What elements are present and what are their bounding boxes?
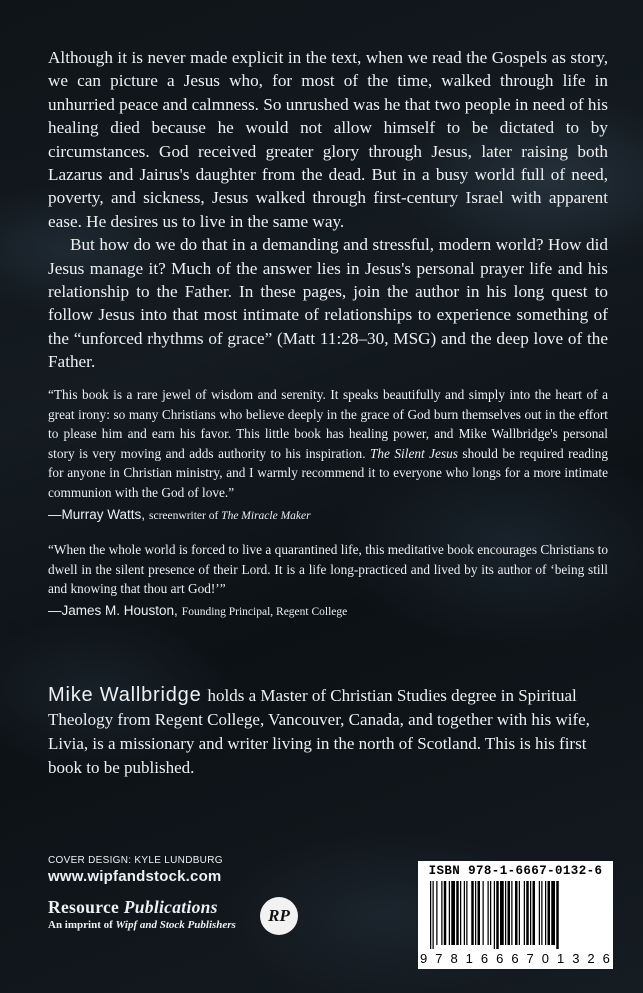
endorser-role: Founding Principal, Regent College [181, 605, 348, 618]
blurb-paragraph-1: Although it is never made explicit in the text, when we read the Gospels as story, we can picture a Jesus who, for most of the time, walked through life in unhurried peace and calmness. So unrushed was he that two people in need of his healing died because he would not allow himself to be dictated to by circumstances. God received greater glory through Jesus, later raising both Lazarus and Jairus's daughter from the dead. But in a busy world full of need, poverty, and sickness, Jesus walked through first-century Israel with apparent ease. He desires us to live in the same way. [48, 48, 608, 231]
barcode-digits [420, 951, 610, 966]
barcode-digit: 1 [556, 951, 565, 966]
publisher-name [48, 897, 236, 918]
barcode-digit: 6 [511, 951, 519, 966]
barcode-digit: 8 [450, 951, 458, 966]
barcode-digit: 0 [541, 951, 549, 966]
blurb-paragraph-2: But how do we do that in a demanding and stressful, modern world? How did Jesus manage it? Much of the answer lies in Jesus's personal prayer life and his relationship to the Father. In these pages, join the author in his long quest to follow Jesus into that most intimate of relationships to experience something of the “unforced rhythms of grace” (Matt 11:28–30, MSG) and the deep love of the Father. [48, 235, 608, 372]
isbn-barcode [418, 861, 613, 969]
publisher-name-regular: Resource [48, 897, 124, 917]
barcode-digit: 1 [465, 951, 473, 966]
barcode-digit: 2 [587, 951, 595, 966]
book-title-italic: The Silent Jesus [370, 445, 458, 461]
endorsement-text: “When the whole world is forced to live a quarantined life, this meditative book encourages Christians to dwell in the silent presence of their Lord. It is a life long-practiced and lived by its author of ‘being still and knowing that thou art God!’” [48, 542, 608, 597]
cover-credits [48, 855, 223, 885]
endorser-role-italic: The Miracle Maker [221, 509, 311, 522]
barcode-digit: 6 [602, 951, 610, 966]
publisher-imprint [48, 919, 236, 931]
barcode-digit: 6 [480, 951, 489, 966]
endorsement-text [48, 385, 608, 503]
back-cover-blurb [48, 46, 608, 374]
imprint-name: Wipf and Stock Publishers [115, 919, 236, 931]
endorsement-text-part: should be required reading for anyone in Christian ministry, and I warmly recommend it to everyone who longs for a more intimate communion with the God of love.” [48, 445, 609, 500]
cover-design-credit: COVER DESIGN: KYLE LUNDBURG [48, 855, 223, 866]
endorser-name: —James M. Houston, [48, 602, 178, 618]
endorsement-houston [48, 540, 608, 622]
endorsement-watts [48, 385, 608, 526]
publisher-name-italic: Publications [123, 897, 218, 917]
author-bio [48, 683, 608, 780]
imprint-prefix: An imprint of [48, 919, 116, 931]
endorsements [48, 385, 608, 623]
endorsement-attribution [48, 601, 608, 623]
rp-logo-icon: RP [260, 897, 298, 935]
publisher-block [48, 897, 236, 931]
barcode-bars-icon [430, 881, 601, 949]
barcode-digit: 9 [420, 951, 428, 966]
isbn-label: ISBN 978-1-6667-0132-6 [428, 864, 603, 878]
endorser-role-text: screenwriter of [149, 509, 222, 522]
endorsement-text-part: “This book is a rare jewel of wisdom and serenity. It speaks beautifully and simply into the heart of a great irony: so many Christians who believe deeply in the grace of God burn themselves out in the effort to please him and earn his favor. This little book has healing power, and Mike Wallbridge's personal story is very moving and adds authority to his inspiration. [48, 387, 608, 461]
barcode-digit: 7 [526, 951, 534, 966]
endorser-name: —Murray Watts, [48, 506, 146, 522]
publisher-website: www.wipfandstock.com [48, 868, 222, 885]
barcode-digit: 3 [572, 951, 580, 966]
endorsement-attribution [48, 505, 608, 527]
barcode-digit: 6 [496, 951, 504, 966]
barcode-digit: 7 [435, 951, 443, 966]
author-name: Mike Wallbridge [48, 684, 202, 706]
author-bio-text: holds a Master of Christian Studies degree in Spiritual Theology from Regent College, Vancouver, Canada, and together with his wife, Livia, is a missionary and writer living in the north of Scotland. This is his first book to be published. [48, 686, 590, 777]
endorser-role [149, 510, 311, 522]
